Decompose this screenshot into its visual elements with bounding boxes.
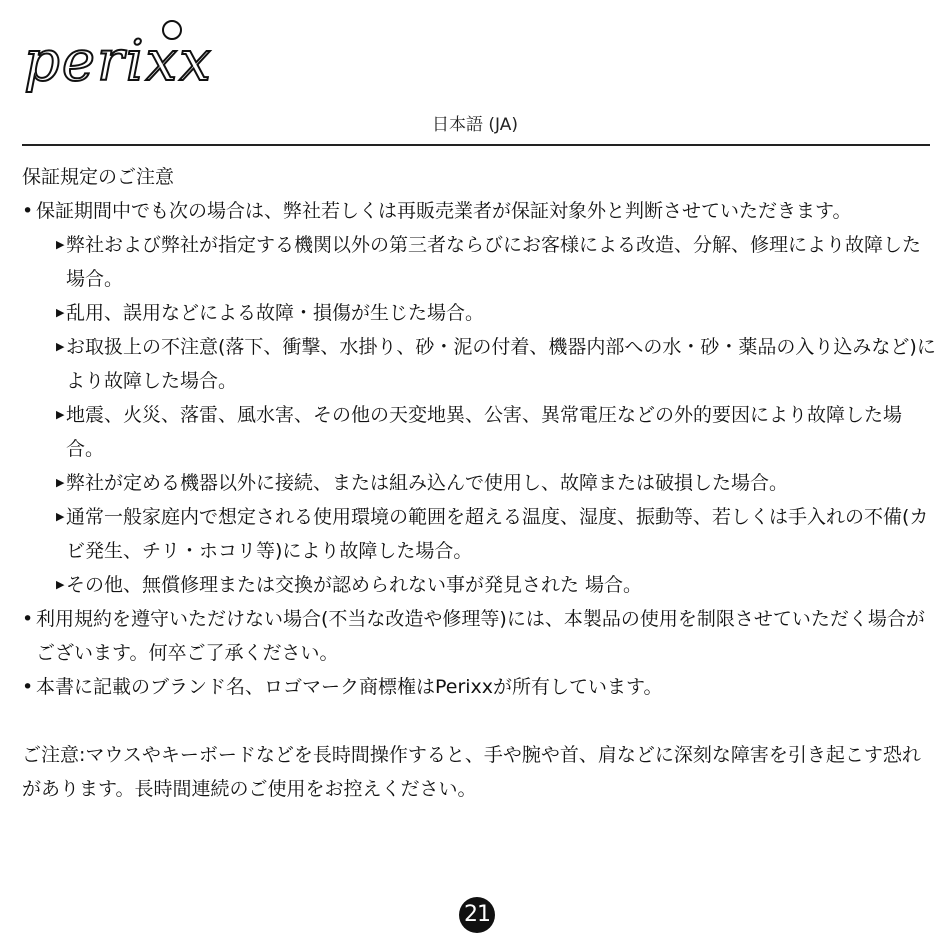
sub-list-item — [36, 228, 937, 296]
list-item — [22, 194, 937, 602]
bullet-text: 利用規約を遵守いただけない場合(不当な改造や修理等)には、本製品の使用を制限させていただく場合がございます。何卒ご了承ください。 — [36, 608, 925, 664]
caution-note: ご注意:マウスやキーボードなどを長時間操作すると、手や腕や首、肩などに深刻な障害を引き起こす恐れがあります。長時間連続のご使用をお控えください。 — [22, 744, 921, 800]
sub-item-text: 通常一般家庭内で想定される使用環境の範囲を超える温度、湿度、振動等、若しくは手入れの不備(カビ発生、チリ・ホコリ等)により故障した場合。 — [66, 506, 929, 562]
triangle-icon: ▶ — [56, 408, 65, 421]
triangle-icon: ▶ — [56, 340, 65, 353]
sub-item-text: その他、無償修理または交換が認められない事が発見された 場合。 — [66, 574, 643, 596]
sub-list-item — [36, 568, 937, 602]
bullet-mark: • — [22, 676, 34, 698]
sub-list-item — [36, 330, 937, 398]
header-divider — [22, 144, 930, 146]
warranty-section — [22, 160, 937, 825]
language-label: 日本語 (JA) — [431, 115, 518, 135]
sub-item-text: 弊社および弊社が指定する機関以外の第三者ならびにお客様による改造、分解、修理により故障した場合。 — [66, 234, 922, 290]
sub-list-item — [36, 500, 937, 568]
triangle-icon: ▶ — [56, 306, 65, 319]
sub-list-item — [36, 296, 937, 330]
bullet-list — [22, 194, 937, 704]
sub-item-text: 乱用、誤用などによる故障・損傷が生じた場合。 — [66, 302, 485, 324]
triangle-icon: ▶ — [56, 578, 65, 591]
sub-list — [36, 228, 937, 602]
triangle-icon: ▶ — [56, 238, 65, 251]
triangle-icon: ▶ — [56, 476, 65, 489]
logo-text: perixx — [24, 29, 213, 94]
bullet-text: 保証期間中でも次の場合は、弊社若しくは再販売業者が保証対象外と判断させていただきます。 — [36, 200, 852, 222]
bullet-text: 本書に記載のブランド名、ロゴマーク商標権はPerixxが所有しています。 — [36, 676, 663, 698]
bullet-mark: • — [22, 608, 34, 630]
section-title: 保証規定のご注意 — [22, 166, 175, 188]
sub-list-item — [36, 466, 937, 500]
sub-item-text: お取扱上の不注意(落下、衝撃、水掛り、砂・泥の付着、機器内部への水・砂・薬品の入り込みなど)により故障した場合。 — [66, 336, 936, 392]
list-item — [22, 670, 937, 704]
sub-item-text: 地震、火災、落雷、風水害、その他の天変地異、公害、異常電圧などの外的要因により故障した場合。 — [66, 404, 903, 460]
sub-item-text: 弊社が定める機器以外に接続、または組み込んで使用し、故障または破損した場合。 — [66, 472, 789, 494]
sub-list-item — [36, 398, 937, 466]
list-item — [22, 602, 937, 670]
perixx-logo — [22, 18, 282, 96]
triangle-icon: ▶ — [56, 510, 65, 523]
page-number: 21 — [459, 897, 495, 933]
bullet-mark: • — [22, 200, 34, 222]
